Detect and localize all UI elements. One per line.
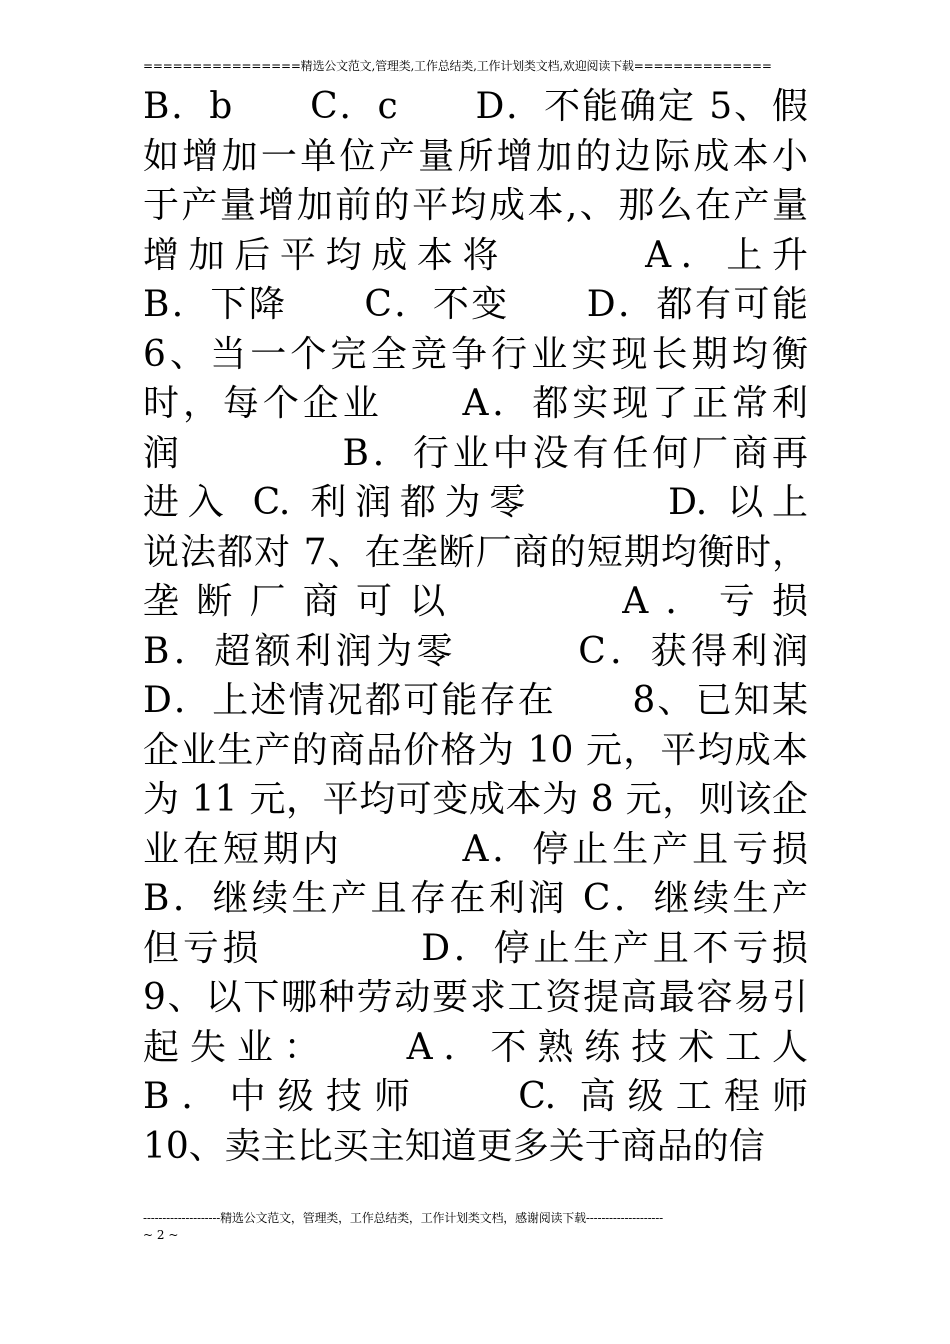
body-line-9: 进入 C. 利润都为零 D. 以上 <box>143 482 808 523</box>
body-line-17: B．继续生产且存在利润 C．继续生产 <box>143 878 808 919</box>
page-header: ================精选公文范文,管理类,工作总结类,工作计划类文档,欢迎阅读下载============== <box>143 59 772 73</box>
body-line-1: B．b C．c D．不能确定 5、假 <box>143 86 808 127</box>
document-body <box>143 82 808 1171</box>
body-line-6: 6、当一个完全竞争行业实现长期均衡 <box>143 333 808 375</box>
body-line-16: 业在短期内 A．停止生产且亏损 <box>143 828 808 870</box>
body-line-8: 润 B．行业中没有任何厂商再 <box>143 432 808 474</box>
body-line-14: 企业生产的商品价格为 10 元，平均成本 <box>143 729 808 771</box>
body-line-18: 但亏损 D．停止生产且不亏损 <box>143 927 808 969</box>
body-line-13: D．上述情况都可能存在 8、已知某 <box>143 680 808 721</box>
body-line-4: 增加后平均成本将 A．上升 <box>143 234 808 276</box>
body-line-10: 说法都对 7、在垄断厂商的短期均衡时， <box>143 531 808 573</box>
body-line-21: B．中级技师 C. 高级工程师 <box>143 1076 808 1117</box>
body-line-7: 时，每个企业 A．都实现了正常利 <box>143 383 808 424</box>
body-line-19: 9、以下哪种劳动要求工资提高最容易引 <box>143 977 808 1018</box>
page-number: ~ 2 ~ <box>143 1228 179 1242</box>
body-line-20: 起失业： A．不熟练技术工人 <box>143 1026 808 1068</box>
body-line-22: 10、卖主比买主知道更多关于商品的信 <box>143 1125 765 1167</box>
body-line-5: B．下降 C．不变 D．都有可能 <box>143 284 808 325</box>
body-line-12: B．超额利润为零 C．获得利润 <box>143 630 808 672</box>
body-line-2: 如增加一单位产量所增加的边际成本小 <box>143 135 808 177</box>
body-line-11: 垄断厂商可以 A．亏损 <box>143 581 808 622</box>
page-footer: --------------------精选公文范文，管理类，工作总结类，工作计划类文档，感谢阅读下载-------------------- <box>143 1211 663 1225</box>
body-line-15: 为 11 元，平均可变成本为 8 元，则该企 <box>143 779 808 820</box>
body-line-3: 于产量增加前的平均成本,、那么在产量 <box>143 185 808 226</box>
